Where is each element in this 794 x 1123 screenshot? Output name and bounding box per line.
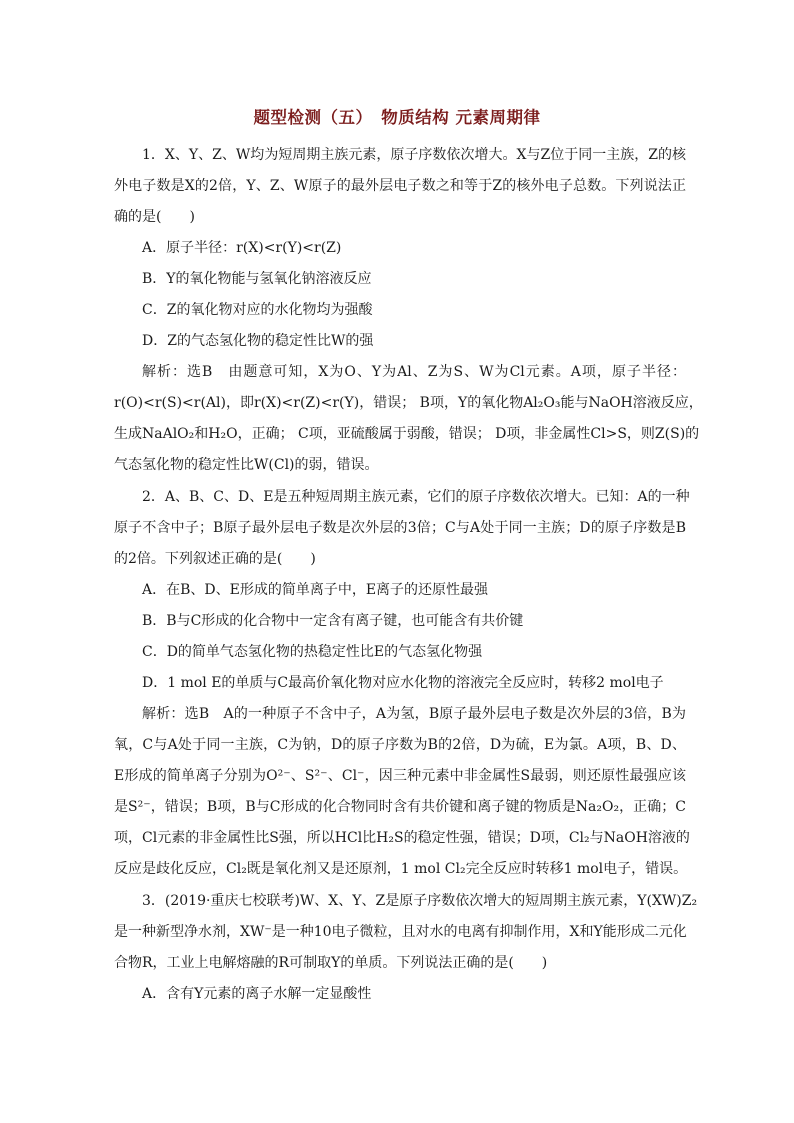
q2-analysis-line-3: E形成的简单离子分别为O²⁻、S²⁻、Cl⁻，因三种元素中非金属性S最弱，则还原性最强应该 xyxy=(114,768,686,784)
q3-stem-line-1: 3．(2019·重庆七校联考)W、X、Y、Z是原子序数依次增大的短周期主族元素，Y(XW)Z₂ xyxy=(142,893,698,909)
q1-analysis-line-1: 解析：选B 由题意可知，X为O、Y为Al、Z为S、W为Cl元素。A项，原子半径： xyxy=(142,364,686,380)
q1-stem-line-1: 1．X、Y、Z、W均为短周期主族元素，原子序数依次增大。X与Z位于同一主族，Z的核 xyxy=(142,147,686,163)
q2-stem-line-1: 2．A、B、C、D、E是五种短周期主族元素，它们的原子序数依次增大。已知：A的一种 xyxy=(142,489,690,505)
q1-option-b: B．Y的氧化物能与氢氧化钠溶液反应 xyxy=(142,271,372,287)
page-title: 题型检测（五） 物质结构 元素周期律 xyxy=(253,108,541,127)
q1-option-d: D．Z的气态氢化物的稳定性比W的强 xyxy=(142,333,374,349)
q2-option-d: D．1 mol E的单质与C最高价氧化物对应水化物的溶液完全反应时，转移2 mol电子 xyxy=(142,675,664,691)
q2-option-b: B．B与C形成的化合物中一定含有离子键，也可能含有共价键 xyxy=(142,613,524,629)
q1-option-a: A．原子半径：r(X)<r(Y)<r(Z) xyxy=(142,240,342,256)
q2-stem-line-2: 原子不含中子；B原子最外层电子数是次外层的3倍；C与A处于同一主族；D的原子序数是B xyxy=(114,520,686,536)
q2-analysis-line-1: 解析：选B A的一种原子不含中子，A为氢，B原子最外层电子数是次外层的3倍，B为 xyxy=(142,706,686,722)
q2-analysis-line-6: 反应是歧化反应，Cl₂既是氧化剂又是还原剂，1 mol Cl₂完全反应时转移1 mol电子，错误。 xyxy=(114,861,688,877)
q2-option-a: A．在B、D、E形成的简单离子中，E离子的还原性最强 xyxy=(142,582,489,598)
q1-analysis-line-4: 气态氢化物的稳定性比W(Cl)的弱，错误。 xyxy=(114,457,379,473)
q1-analysis-line-3: 生成NaAlO₂和H₂O，正确； C项，亚硫酸属于弱酸，错误； D项，非金属性Cl>S，则Z(S)的 xyxy=(114,426,700,442)
q2-stem-line-3: 的2倍。下列叙述正确的是( ) xyxy=(114,551,316,567)
q1-analysis-line-2: r(O)<r(S)<r(Al)，即r(X)<r(Z)<r(Y)，错误； B项，Y的氧化物Al₂O₃能与NaOH溶液反应， xyxy=(114,395,703,411)
q1-stem-line-3: 确的是( ) xyxy=(114,209,195,225)
q2-option-c: C．D的简单气态氢化物的热稳定性比E的气态氢化物强 xyxy=(142,644,483,660)
q1-option-c: C．Z的氧化物对应的水化物均为强酸 xyxy=(142,302,373,318)
q3-option-a: A．含有Y元素的离子水解一定显酸性 xyxy=(142,986,372,1002)
q2-analysis-line-5: 项，Cl元素的非金属性比S强，所以HCl比H₂S的稳定性强，错误；D项，Cl₂与NaOH溶液的 xyxy=(114,830,690,846)
q2-analysis-line-4: 是S²⁻，错误；B项，B与C形成的化合物同时含有共价键和离子键的物质是Na₂O₂，正确；C xyxy=(114,799,686,815)
q2-analysis-line-2: 氧，C与A处于同一主族，C为钠，D的原子序数为B的2倍，D为硫，E为氯。A项，B、D、 xyxy=(114,737,686,753)
q1-stem-line-2: 外电子数是X的2倍，Y、Z、W原子的最外层电子数之和等于Z的核外电子总数。下列说法正 xyxy=(114,178,686,194)
q3-stem-line-3: 合物R，工业上电解熔融的R可制取Y的单质。下列说法正确的是( ) xyxy=(114,955,548,971)
q3-stem-line-2: 是一种新型净水剂，XW⁻是一种10电子微粒，且对水的电离有抑制作用，X和Y能形成二元化 xyxy=(114,924,687,940)
